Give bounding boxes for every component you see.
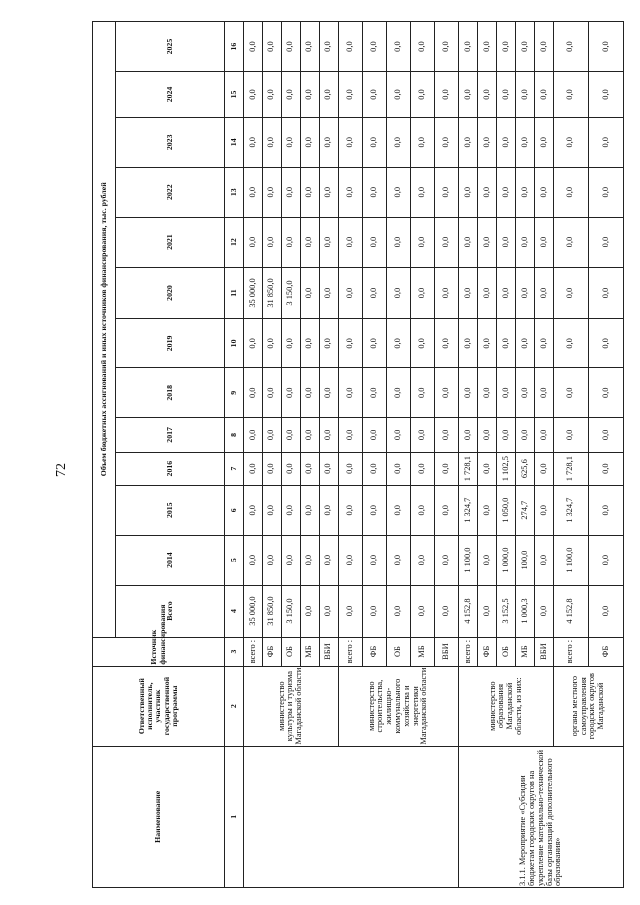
value-cell: 0,0 (459, 72, 478, 118)
value-cell: 0,0 (338, 167, 362, 217)
total-cell: 31 850,0 (262, 585, 281, 637)
column-number: 5 (225, 535, 244, 585)
value-cell: 0,0 (535, 117, 554, 167)
value-cell: 0,0 (362, 452, 386, 485)
executor-education: министерство образования Магаданской области, из них: (459, 666, 554, 746)
value-cell: 0,0 (338, 418, 362, 452)
value-cell: 0,0 (319, 72, 338, 118)
column-number: 4 (225, 585, 244, 637)
source-cell: ФБ (478, 637, 497, 666)
value-cell: 0,0 (411, 217, 435, 267)
header-source: Источник финансирования (93, 637, 225, 666)
value-cell: 0,0 (262, 72, 281, 118)
value-cell: 1 324,7 (459, 485, 478, 535)
value-cell: 0,0 (386, 418, 410, 452)
value-cell: 0,0 (588, 217, 623, 267)
value-cell: 1 100,0 (553, 535, 588, 585)
value-cell: 0,0 (281, 217, 300, 267)
header-year: 2016 (116, 452, 225, 485)
value-cell: 0,0 (497, 418, 516, 452)
value-cell: 0,0 (588, 368, 623, 418)
value-cell: 0,0 (281, 535, 300, 585)
value-cell: 0,0 (281, 368, 300, 418)
total-cell: 3 150,0 (281, 585, 300, 637)
value-cell: 0,0 (497, 217, 516, 267)
value-cell: 0,0 (588, 167, 623, 217)
value-cell: 0,0 (281, 167, 300, 217)
value-cell: 0,0 (411, 418, 435, 452)
value-cell: 0,0 (411, 117, 435, 167)
value-cell: 1 100,0 (459, 535, 478, 585)
value-cell: 0,0 (319, 267, 338, 319)
value-cell: 0,0 (338, 452, 362, 485)
value-cell: 0,0 (338, 267, 362, 319)
source-cell: всего : (553, 637, 588, 666)
value-cell: 0,0 (588, 267, 623, 319)
value-cell: 0,0 (535, 319, 554, 368)
value-cell: 0,0 (262, 485, 281, 535)
value-cell: 0,0 (411, 368, 435, 418)
value-cell: 0,0 (281, 22, 300, 72)
value-cell: 0,0 (459, 319, 478, 368)
value-cell: 0,0 (386, 319, 410, 368)
value-cell: 0,0 (478, 267, 497, 319)
value-cell: 0,0 (300, 22, 319, 72)
value-cell: 0,0 (300, 485, 319, 535)
value-cell: 0,0 (300, 368, 319, 418)
value-cell: 0,0 (362, 535, 386, 585)
value-cell: 0,0 (362, 167, 386, 217)
value-cell: 0,0 (497, 368, 516, 418)
measure-name-empty (244, 746, 459, 887)
value-cell: 0,0 (588, 319, 623, 368)
total-cell: 0,0 (588, 585, 623, 637)
source-cell: всего : (459, 637, 478, 666)
value-cell: 0,0 (319, 167, 338, 217)
value-cell: 0,0 (553, 167, 588, 217)
column-number: 16 (225, 22, 244, 72)
total-cell: 1 000,3 (516, 585, 535, 637)
value-cell: 0,0 (588, 117, 623, 167)
value-cell: 0,0 (435, 485, 459, 535)
value-cell: 0,0 (459, 368, 478, 418)
value-cell: 0,0 (588, 485, 623, 535)
column-number: 13 (225, 167, 244, 217)
value-cell: 0,0 (588, 72, 623, 118)
header-year: 2017 (116, 418, 225, 452)
value-cell: 0,0 (535, 72, 554, 118)
financing-table (92, 21, 624, 888)
value-cell: 0,0 (516, 167, 535, 217)
value-cell: 0,0 (386, 267, 410, 319)
column-number: 9 (225, 368, 244, 418)
column-number: 3 (225, 637, 244, 666)
value-cell: 0,0 (244, 72, 263, 118)
value-cell: 0,0 (516, 217, 535, 267)
value-cell: 0,0 (435, 217, 459, 267)
value-cell: 0,0 (386, 217, 410, 267)
value-cell: 0,0 (535, 452, 554, 485)
value-cell: 0,0 (338, 117, 362, 167)
table-row (459, 22, 478, 888)
value-cell: 0,0 (516, 368, 535, 418)
value-cell: 0,0 (362, 485, 386, 535)
value-cell: 0,0 (411, 535, 435, 585)
value-cell: 0,0 (262, 319, 281, 368)
value-cell: 0,0 (459, 167, 478, 217)
value-cell: 625,6 (516, 452, 535, 485)
value-cell: 0,0 (244, 117, 263, 167)
value-cell: 0,0 (386, 167, 410, 217)
value-cell: 0,0 (435, 535, 459, 585)
header-total: Всего (116, 585, 225, 637)
source-cell: всего : (338, 637, 362, 666)
value-cell: 0,0 (362, 72, 386, 118)
value-cell: 0,0 (281, 117, 300, 167)
header-year: 2020 (116, 267, 225, 319)
source-cell: ВБИ (319, 637, 338, 666)
total-cell: 4 152,8 (459, 585, 478, 637)
value-cell: 0,0 (553, 418, 588, 452)
source-cell: МБ (411, 637, 435, 666)
value-cell: 0,0 (281, 418, 300, 452)
value-cell: 0,0 (535, 368, 554, 418)
value-cell: 0,0 (478, 117, 497, 167)
value-cell: 0,0 (319, 418, 338, 452)
value-cell: 0,0 (362, 22, 386, 72)
value-cell: 0,0 (535, 485, 554, 535)
value-cell: 0,0 (244, 368, 263, 418)
value-cell: 0,0 (588, 535, 623, 585)
value-cell: 0,0 (338, 319, 362, 368)
total-cell: 4 152,8 (553, 585, 588, 637)
source-cell: всего : (244, 637, 263, 666)
value-cell: 0,0 (459, 117, 478, 167)
value-cell: 0,0 (516, 319, 535, 368)
value-cell: 0,0 (338, 485, 362, 535)
value-cell: 0,0 (588, 452, 623, 485)
value-cell: 0,0 (244, 217, 263, 267)
value-cell: 0,0 (362, 217, 386, 267)
value-cell: 0,0 (338, 368, 362, 418)
value-cell: 0,0 (478, 368, 497, 418)
header-year: 2024 (116, 72, 225, 118)
value-cell: 1 728,1 (553, 452, 588, 485)
value-cell: 0,0 (319, 319, 338, 368)
value-cell: 0,0 (300, 418, 319, 452)
value-cell: 0,0 (281, 485, 300, 535)
value-cell: 0,0 (262, 217, 281, 267)
value-cell: 0,0 (588, 418, 623, 452)
value-cell: 0,0 (497, 267, 516, 319)
value-cell: 0,0 (244, 535, 263, 585)
value-cell: 0,0 (553, 267, 588, 319)
total-cell: 0,0 (319, 585, 338, 637)
source-cell: ВБИ (435, 637, 459, 666)
value-cell: 0,0 (478, 418, 497, 452)
header-volume-title: Объем бюджетных ассигнований и иных источников финансирования, тыс. рублей (93, 22, 116, 638)
value-cell: 0,0 (478, 535, 497, 585)
source-cell: ФБ (362, 637, 386, 666)
value-cell: 0,0 (244, 167, 263, 217)
header-year: 2022 (116, 167, 225, 217)
header-year: 2025 (116, 22, 225, 72)
value-cell: 0,0 (338, 217, 362, 267)
value-cell: 0,0 (281, 452, 300, 485)
value-cell: 0,0 (516, 267, 535, 319)
header-year: 2021 (116, 217, 225, 267)
value-cell: 0,0 (411, 72, 435, 118)
executor-construction: министерство строительства, жилищно-коммунального хозяйства и энергетики Магаданской области (338, 666, 459, 746)
column-number: 8 (225, 418, 244, 452)
value-cell: 0,0 (319, 452, 338, 485)
value-cell: 0,0 (319, 368, 338, 418)
value-cell: 0,0 (319, 217, 338, 267)
column-number: 2 (225, 666, 244, 746)
total-cell: 0,0 (478, 585, 497, 637)
value-cell: 0,0 (478, 217, 497, 267)
column-number: 12 (225, 217, 244, 267)
column-number: 6 (225, 485, 244, 535)
total-cell: 0,0 (411, 585, 435, 637)
table-row (244, 22, 263, 888)
header-year: 2014 (116, 535, 225, 585)
value-cell: 0,0 (386, 22, 410, 72)
value-cell: 274,7 (516, 485, 535, 535)
value-cell: 31 850,0 (262, 267, 281, 319)
value-cell: 0,0 (588, 22, 623, 72)
value-cell: 0,0 (535, 267, 554, 319)
total-cell: 0,0 (386, 585, 410, 637)
value-cell: 0,0 (478, 72, 497, 118)
value-cell: 0,0 (386, 368, 410, 418)
value-cell: 0,0 (553, 117, 588, 167)
value-cell: 0,0 (516, 72, 535, 118)
value-cell: 0,0 (386, 485, 410, 535)
value-cell: 0,0 (262, 117, 281, 167)
value-cell: 0,0 (497, 319, 516, 368)
value-cell: 0,0 (244, 485, 263, 535)
value-cell: 0,0 (553, 217, 588, 267)
value-cell: 1 050,0 (497, 485, 516, 535)
value-cell: 0,0 (244, 452, 263, 485)
value-cell: 1 102,5 (497, 452, 516, 485)
value-cell: 0,0 (435, 368, 459, 418)
value-cell: 0,0 (459, 217, 478, 267)
value-cell: 0,0 (435, 319, 459, 368)
value-cell: 0,0 (300, 217, 319, 267)
value-cell: 0,0 (411, 319, 435, 368)
value-cell: 0,0 (535, 22, 554, 72)
value-cell: 0,0 (362, 117, 386, 167)
value-cell: 0,0 (300, 535, 319, 585)
value-cell: 0,0 (300, 452, 319, 485)
value-cell: 0,0 (244, 22, 263, 72)
value-cell: 0,0 (262, 452, 281, 485)
value-cell: 1 728,1 (459, 452, 478, 485)
value-cell: 0,0 (435, 117, 459, 167)
page-number: 72 (54, 463, 69, 477)
value-cell: 0,0 (262, 418, 281, 452)
value-cell: 0,0 (435, 22, 459, 72)
source-cell: ФБ (262, 637, 281, 666)
value-cell: 0,0 (535, 418, 554, 452)
total-cell: 35 000,0 (244, 585, 263, 637)
value-cell: 0,0 (411, 452, 435, 485)
value-cell: 0,0 (319, 535, 338, 585)
source-cell: МБ (300, 637, 319, 666)
value-cell: 0,0 (362, 418, 386, 452)
value-cell: 0,0 (478, 319, 497, 368)
value-cell: 0,0 (362, 368, 386, 418)
value-cell: 0,0 (497, 22, 516, 72)
value-cell: 0,0 (435, 267, 459, 319)
value-cell: 0,0 (411, 485, 435, 535)
value-cell: 0,0 (553, 72, 588, 118)
header-year: 2018 (116, 368, 225, 418)
executor-culture: министерство культуры и туризма Магаданской области (244, 666, 339, 746)
value-cell: 0,0 (386, 535, 410, 585)
value-cell: 0,0 (262, 22, 281, 72)
value-cell: 0,0 (435, 418, 459, 452)
value-cell: 0,0 (459, 418, 478, 452)
value-cell: 0,0 (300, 267, 319, 319)
value-cell: 0,0 (319, 22, 338, 72)
value-cell: 0,0 (535, 217, 554, 267)
value-cell: 0,0 (262, 167, 281, 217)
column-number: 1 (225, 746, 244, 887)
value-cell: 0,0 (386, 72, 410, 118)
value-cell: 0,0 (497, 72, 516, 118)
rotated-table-container (92, 21, 624, 888)
value-cell: 100,0 (516, 535, 535, 585)
column-number: 7 (225, 452, 244, 485)
value-cell: 0,0 (435, 72, 459, 118)
value-cell: 0,0 (319, 117, 338, 167)
value-cell: 0,0 (362, 319, 386, 368)
value-cell: 1 324,7 (553, 485, 588, 535)
value-cell: 0,0 (411, 167, 435, 217)
value-cell: 0,0 (281, 319, 300, 368)
value-cell: 0,0 (338, 535, 362, 585)
value-cell: 0,0 (497, 167, 516, 217)
value-cell: 0,0 (435, 167, 459, 217)
value-cell: 0,0 (300, 167, 319, 217)
value-cell: 0,0 (553, 319, 588, 368)
value-cell: 1 000,0 (497, 535, 516, 585)
value-cell: 0,0 (262, 535, 281, 585)
measure-name: 3.1.1. Мероприятие «Субсидии бюджетам городских округов на укрепление материально-технической базы организаций дополнительного образования» (459, 746, 624, 887)
header-year: 2015 (116, 485, 225, 535)
value-cell: 0,0 (535, 167, 554, 217)
value-cell: 0,0 (281, 72, 300, 118)
value-cell: 0,0 (262, 368, 281, 418)
value-cell: 0,0 (300, 117, 319, 167)
column-number: 11 (225, 267, 244, 319)
value-cell: 0,0 (553, 22, 588, 72)
column-numbers-row (225, 22, 244, 888)
value-cell: 0,0 (478, 485, 497, 535)
column-number: 14 (225, 117, 244, 167)
source-cell: ВБИ (535, 637, 554, 666)
value-cell: 0,0 (411, 22, 435, 72)
value-cell: 0,0 (300, 319, 319, 368)
value-cell: 3 150,0 (281, 267, 300, 319)
value-cell: 0,0 (319, 485, 338, 535)
value-cell: 0,0 (338, 22, 362, 72)
total-cell: 0,0 (535, 585, 554, 637)
value-cell: 0,0 (459, 267, 478, 319)
executor-local: органы местного самоуправления городских округов Магаданской (553, 666, 623, 746)
value-cell: 0,0 (411, 267, 435, 319)
total-cell: 0,0 (435, 585, 459, 637)
value-cell: 0,0 (300, 72, 319, 118)
value-cell: 0,0 (386, 452, 410, 485)
value-cell: 0,0 (459, 22, 478, 72)
value-cell: 0,0 (478, 22, 497, 72)
source-cell: ФБ (588, 637, 623, 666)
value-cell: 0,0 (338, 72, 362, 118)
value-cell: 0,0 (386, 117, 410, 167)
value-cell: 0,0 (516, 418, 535, 452)
total-cell: 0,0 (338, 585, 362, 637)
total-cell: 0,0 (300, 585, 319, 637)
value-cell: 0,0 (362, 267, 386, 319)
value-cell: 0,0 (244, 319, 263, 368)
value-cell: 0,0 (553, 368, 588, 418)
value-cell: 0,0 (497, 117, 516, 167)
value-cell: 0,0 (516, 22, 535, 72)
header-name: Наименование (93, 746, 225, 887)
source-cell: ОБ (386, 637, 410, 666)
value-cell: 0,0 (435, 452, 459, 485)
column-number: 15 (225, 72, 244, 118)
source-cell: ОБ (497, 637, 516, 666)
header-year: 2023 (116, 117, 225, 167)
value-cell: 35 000,0 (244, 267, 263, 319)
value-cell: 0,0 (478, 452, 497, 485)
value-cell: 0,0 (535, 535, 554, 585)
source-cell: МБ (516, 637, 535, 666)
header-year: 2019 (116, 319, 225, 368)
column-number: 10 (225, 319, 244, 368)
total-cell: 3 152,5 (497, 585, 516, 637)
source-cell: ОБ (281, 637, 300, 666)
value-cell: 0,0 (478, 167, 497, 217)
total-cell: 0,0 (362, 585, 386, 637)
header-executor: Ответственный исполнитель, участник государственной программы (93, 666, 225, 746)
value-cell: 0,0 (516, 117, 535, 167)
value-cell: 0,0 (244, 418, 263, 452)
